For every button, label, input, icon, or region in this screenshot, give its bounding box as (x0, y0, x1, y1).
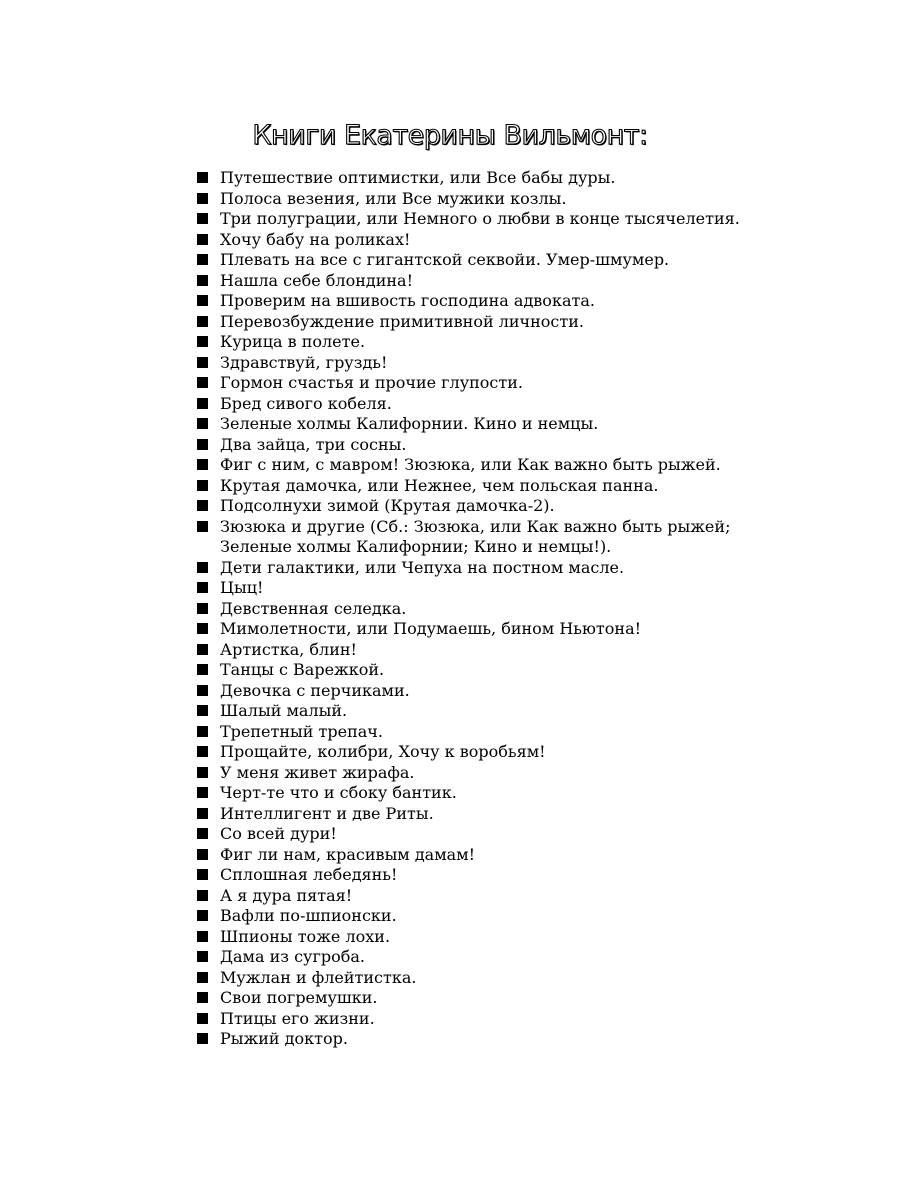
square-bullet-icon (197, 992, 208, 1003)
square-bullet-icon (197, 787, 208, 798)
list-item (197, 455, 837, 476)
list-item (197, 988, 837, 1009)
book-title: Рыжий доктор. (220, 1029, 348, 1048)
square-bullet-icon (197, 234, 208, 245)
square-bullet-icon (197, 705, 208, 716)
square-bullet-icon (197, 254, 208, 265)
square-bullet-icon (197, 644, 208, 655)
square-bullet-icon (197, 869, 208, 880)
list-item (197, 865, 837, 886)
book-title: А я дура пятая! (220, 885, 353, 905)
list-item (197, 927, 837, 948)
page-title: Книги Екатерины Вильмонт: (252, 120, 648, 151)
list-item (197, 599, 837, 620)
book-title: Цыц! (220, 578, 264, 597)
list-item (197, 373, 837, 394)
list-item (197, 763, 837, 784)
list-item (197, 353, 837, 374)
list-item (197, 578, 837, 599)
book-title: Вафли по-шпионски. (220, 906, 397, 925)
book-title: Нашла себе блондина! (220, 270, 414, 290)
list-item (197, 824, 837, 845)
list-item (197, 906, 837, 927)
book-title: Мимолетности, или Подумаешь, бином Ньютона! (220, 619, 642, 638)
book-title: Шпионы тоже лохи. (220, 926, 391, 946)
list-item (197, 476, 837, 497)
list-item (197, 496, 837, 517)
book-title: Полоса везения, или Все мужики козлы. (220, 188, 567, 208)
square-bullet-icon (197, 828, 208, 839)
square-bullet-icon (197, 418, 208, 429)
square-bullet-icon (197, 521, 208, 532)
list-item (197, 804, 837, 825)
square-bullet-icon (197, 931, 208, 942)
list-item (197, 517, 837, 558)
book-title: Два зайца, три сосны. (220, 434, 407, 454)
book-title: Девственная селедка. (220, 598, 407, 618)
list-item (197, 189, 837, 210)
square-bullet-icon (197, 562, 208, 573)
list-item (197, 722, 837, 743)
list-item (197, 435, 837, 456)
square-bullet-icon (197, 685, 208, 696)
list-item (197, 947, 837, 968)
book-title: Подсолнухи зимой (Крутая дамочка-2). (220, 496, 555, 515)
book-title: Путешествие оптимистки, или Все бабы дуры. (220, 168, 616, 187)
book-title: Проверим на вшивость господина адвоката. (220, 291, 595, 310)
square-bullet-icon (197, 603, 208, 614)
book-title: Зеленые холмы Калифорнии. Кино и немцы. (220, 414, 599, 433)
book-title: У меня живет жирафа. (220, 762, 415, 782)
list-item (197, 291, 837, 312)
list-item (197, 332, 837, 353)
book-title: Свои погремушки. (220, 988, 378, 1007)
square-bullet-icon (197, 316, 208, 327)
book-title: Здравствуй, груздь! (220, 352, 388, 372)
list-item (197, 968, 837, 989)
book-title: Птицы его жизни. (220, 1008, 375, 1028)
square-bullet-icon (197, 849, 208, 860)
list-item (197, 209, 837, 230)
square-bullet-icon (197, 439, 208, 450)
square-bullet-icon (197, 951, 208, 962)
book-title: Плевать на все с гигантской секвойи. Умер-шмумер. (220, 250, 670, 269)
book-title: Гормон счастья и прочие глупости. (220, 373, 523, 392)
list-item (197, 619, 837, 640)
square-bullet-icon (197, 910, 208, 921)
list-item (197, 660, 837, 681)
book-title: Артистка, блин! (220, 639, 357, 659)
book-title: Фиг с ним, с мавром! Зюзюка, или Как важно быть рыжей. (220, 455, 721, 474)
square-bullet-icon (197, 808, 208, 819)
list-item (197, 701, 837, 722)
book-title: Трепетный трепач. (220, 721, 383, 741)
square-bullet-icon (197, 459, 208, 470)
book-title: Со всей дури! (220, 824, 337, 843)
book-title: Мужлан и флейтистка. (220, 967, 417, 987)
list-item (197, 783, 837, 804)
square-bullet-icon (197, 664, 208, 675)
square-bullet-icon (197, 767, 208, 778)
list-item (197, 271, 837, 292)
square-bullet-icon (197, 746, 208, 757)
square-bullet-icon (197, 336, 208, 347)
list-item (197, 168, 837, 189)
book-title: Фиг ли нам, красивым дамам! (220, 844, 476, 864)
square-bullet-icon (197, 213, 208, 224)
book-title: Танцы с Варежкой. (220, 660, 385, 679)
list-item (197, 1009, 837, 1030)
book-title: Дама из сугроба. (220, 947, 365, 966)
square-bullet-icon (197, 377, 208, 388)
square-bullet-icon (197, 480, 208, 491)
square-bullet-icon (197, 972, 208, 983)
square-bullet-icon (197, 1033, 208, 1044)
square-bullet-icon (197, 193, 208, 204)
square-bullet-icon (197, 398, 208, 409)
square-bullet-icon (197, 295, 208, 306)
book-title: Прощайте, колибри, Хочу к воробьям! (220, 742, 546, 761)
list-item (197, 845, 837, 866)
list-item (197, 558, 837, 579)
square-bullet-icon (197, 172, 208, 183)
book-title: Три полуграции, или Немного о любви в конце тысячелетия. (220, 209, 740, 228)
book-title: Крутая дамочка, или Нежнее, чем польская панна. (220, 475, 659, 495)
book-title: Зюзюка и другие (Сб.: Зюзюка, или Как важно быть рыжей; Зеленые холмы Калифорнии; Кино и немцы!). (220, 516, 731, 556)
square-bullet-icon (197, 275, 208, 286)
list-item (197, 250, 837, 271)
book-title: Курица в полете. (220, 332, 366, 351)
square-bullet-icon (197, 623, 208, 634)
book-title: Шалый малый. (220, 701, 348, 720)
square-bullet-icon (197, 1013, 208, 1024)
square-bullet-icon (197, 357, 208, 368)
list-item (197, 414, 837, 435)
list-item (197, 394, 837, 415)
list-item (197, 886, 837, 907)
square-bullet-icon (197, 500, 208, 511)
book-title: Сплошная лебедянь! (220, 865, 398, 884)
list-item (197, 681, 837, 702)
book-title: Перевозбуждение примитивной личности. (220, 311, 584, 331)
square-bullet-icon (197, 726, 208, 737)
list-item (197, 312, 837, 333)
square-bullet-icon (197, 890, 208, 901)
book-title: Девочка с перчиками. (220, 680, 410, 700)
book-title: Черт-те что и сбоку бантик. (220, 783, 457, 802)
list-item (197, 230, 837, 251)
list-item (197, 1029, 837, 1050)
book-list (197, 168, 837, 1050)
square-bullet-icon (197, 582, 208, 593)
book-title: Бред сивого кобеля. (220, 393, 392, 413)
list-item (197, 640, 837, 661)
list-item (197, 742, 837, 763)
book-title: Интеллигент и две Риты. (220, 803, 434, 823)
book-title: Хочу бабу на роликах! (220, 229, 411, 249)
book-title: Дети галактики, или Чепуха на постном масле. (220, 557, 625, 577)
